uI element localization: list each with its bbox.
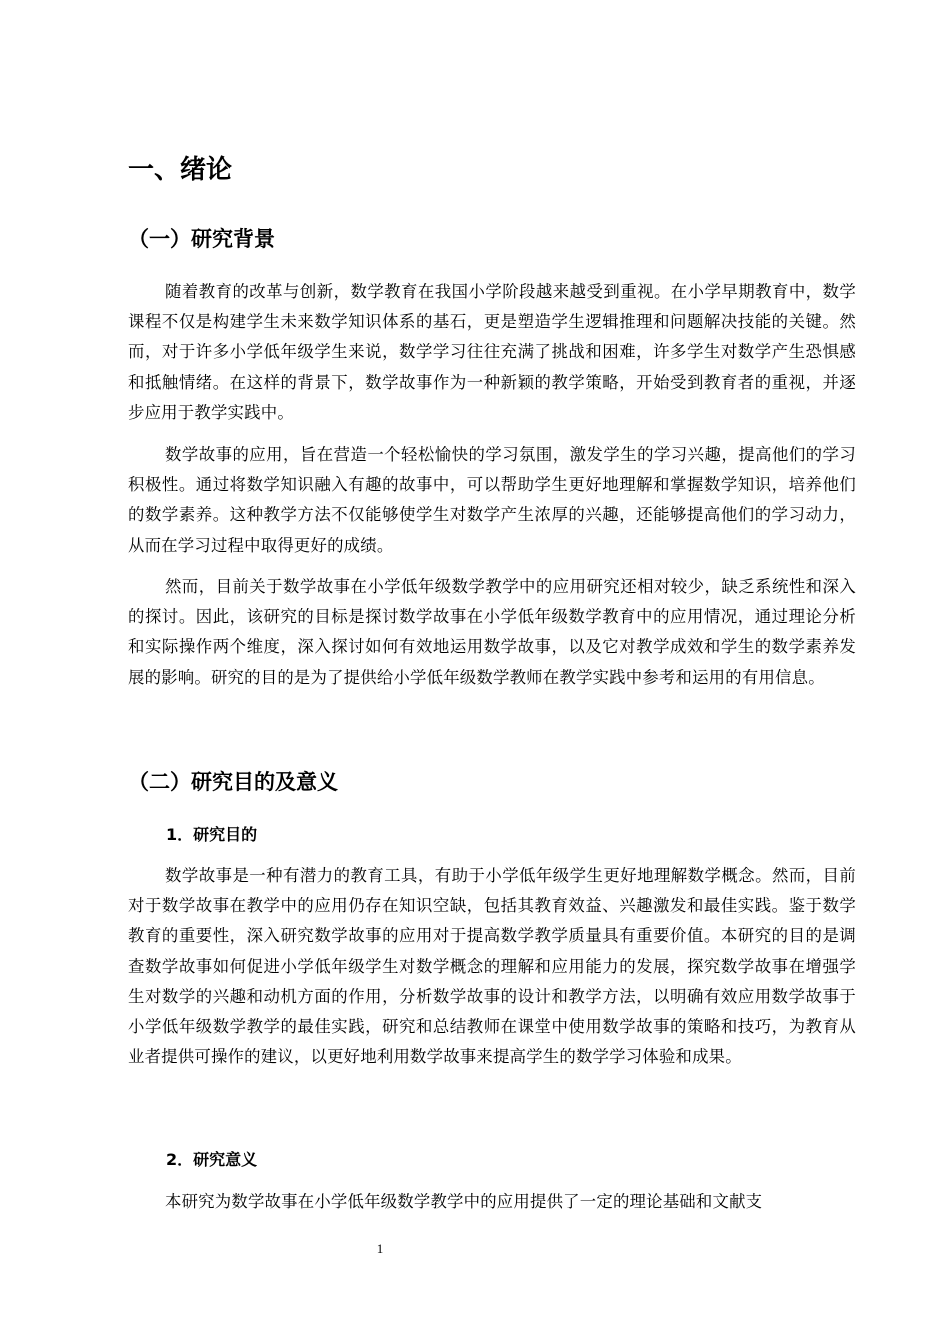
- background-paragraph-3: 然而，目前关于数学故事在小学低年级数学教学中的应用研究还相对较少，缺乏系统性和深入的探讨。因此，该研究的目标是探讨数学故事在小学低年级数学教育中的应用情况，通过理论分析和实际操作两个维度，深入探讨如何有效地运用数学故事，以及它对教学成效和学生的数学素养发展的影响。研究的目的是为了提供给小学低年级数学教师在教学实践中参考和运用的有用信息。: [128, 577, 856, 687]
- section-heading-background: （一）研究背景: [128, 227, 275, 251]
- purpose-paragraph: 数学故事是一种有潜力的教育工具，有助于小学低年级学生更好地理解数学概念。然而，目前对于数学故事在教学中的应用仍存在知识空缺，包括其教育效益、兴趣激发和最佳实践。鉴于数学教育的重要性，深入研究数学故事的应用对于提高数学教学质量具有重要价值。本研究的目的是调查数学故事如何促进小学低年级学生对数学概念的理解和应用能力的发展，探究数学故事在增强学生对数学的兴趣和动机方面的作用，分析数学故事的设计和教学方法，以明确有效应用数学故事于小学低年级数学教学的最佳实践，研究和总结教师在课堂中使用数学故事的策略和技巧，为教育从业者提供可操作的建议，以更好地利用数学故事来提高学生的数学学习体验和成果。: [128, 866, 856, 1067]
- page-number: 1: [376, 1241, 384, 1256]
- background-paragraph-1: 随着教育的改革与创新，数学教育在我国小学阶段越来越受到重视。在小学早期教育中，数学课程不仅是构建学生未来数学知识体系的基石，更是塑造学生逻辑推理和问题解决技能的关键。然而，对于许多小学低年级学生来说，数学学习往往充满了挑战和困难，许多学生对数学产生恐惧感和抵触情绪。在这样的背景下，数学故事作为一种新颖的教学策略，开始受到教育者的重视，并逐步应用于教学实践中。: [128, 282, 856, 422]
- subsection-heading-significance: 2．研究意义: [166, 1150, 258, 1169]
- chapter-title: 一、绪论: [128, 155, 233, 185]
- background-paragraph-2: 数学故事的应用，旨在营造一个轻松愉快的学习氛围，激发学生的学习兴趣，提高他们的学习积极性。通过将数学知识融入有趣的故事中，可以帮助学生更好地理解和掌握数学知识，培养他们的数学素养。这种教学方法不仅能够使学生对数学产生浓厚的兴趣，还能够提高他们的学习动力，从而在学习过程中取得更好的成绩。: [128, 445, 856, 555]
- section-heading-purpose: （二）研究目的及意义: [128, 770, 338, 794]
- subsection-heading-purpose: 1．研究目的: [166, 825, 258, 844]
- significance-paragraph: 本研究为数学故事在小学低年级数学教学中的应用提供了一定的理论基础和文献支: [165, 1192, 763, 1211]
